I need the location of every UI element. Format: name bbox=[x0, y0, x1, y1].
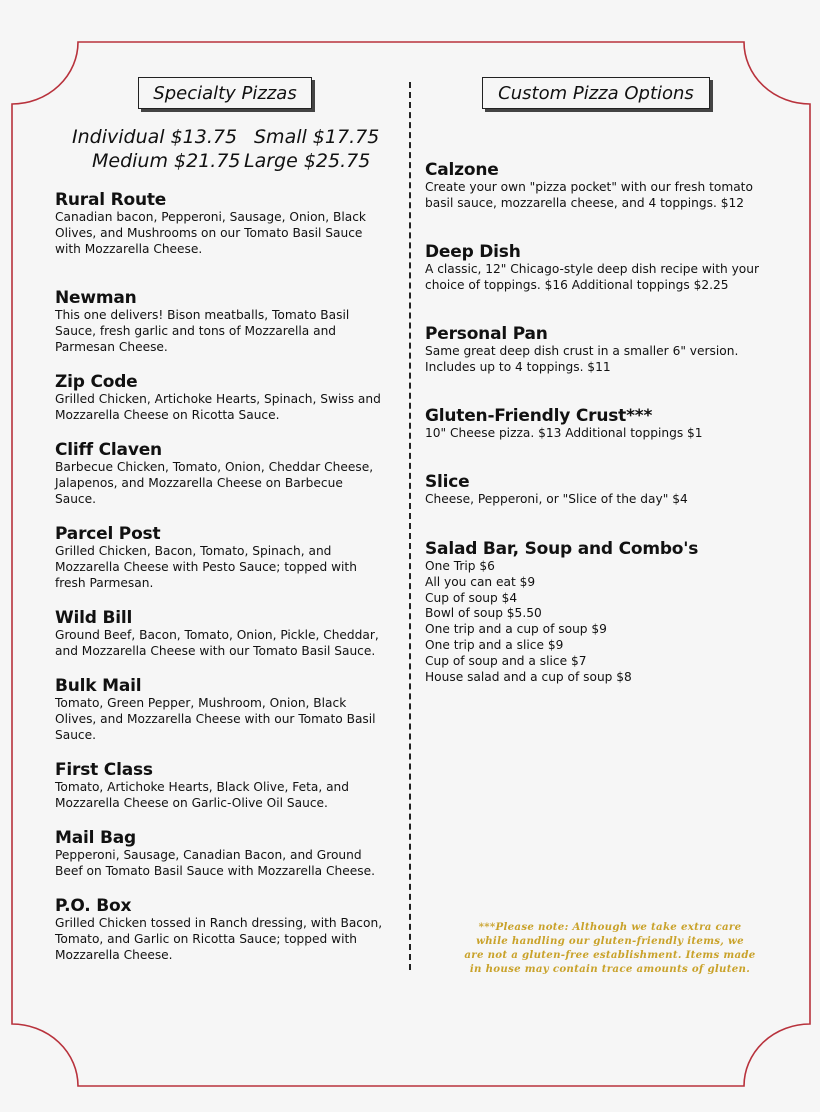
pizza-name: Cliff Claven bbox=[55, 440, 162, 460]
pizza-item-rural-route bbox=[55, 190, 400, 257]
option-name: Slice bbox=[425, 472, 470, 492]
pizza-name: Zip Code bbox=[55, 372, 138, 392]
combo-line: All you can eat $9 bbox=[425, 574, 536, 589]
pizza-item-po-box bbox=[55, 896, 400, 963]
pizza-description: Pepperoni, Sausage, Canadian Bacon, and Ground Beef on Tomato Basil Sauce with Mozzarella Cheese. bbox=[55, 848, 375, 878]
price-individual: Individual $13.75 bbox=[72, 126, 238, 148]
pizza-name: Newman bbox=[55, 288, 137, 308]
option-item-salad-soup-combo bbox=[425, 539, 800, 685]
pizza-description: Barbecue Chicken, Tomato, Onion, Cheddar Cheese, Jalapenos, and Mozzarella Cheese on Barbecue Sauce. bbox=[55, 460, 374, 506]
pizza-item-cliff-claven bbox=[55, 440, 400, 507]
combo-line: House salad and a cup of soup $8 bbox=[425, 669, 632, 684]
pizza-item-zip-code bbox=[55, 372, 400, 424]
option-description: A classic, 12" Chicago-style deep dish recipe with your choice of toppings. $16 Additional toppings $2.25 bbox=[425, 262, 759, 292]
option-item-personal-pan bbox=[425, 324, 800, 376]
pizza-description: Tomato, Artichoke Hearts, Black Olive, Feta, and Mozzarella Cheese on Garlic-Olive Oil Sauce. bbox=[55, 780, 349, 810]
option-description: Cheese, Pepperoni, or "Slice of the day" $4 bbox=[425, 492, 688, 506]
pizza-item-mail-bag bbox=[55, 828, 400, 880]
price-small: Small $17.75 bbox=[254, 126, 380, 148]
custom-pizza-options-heading: Custom Pizza Options bbox=[482, 77, 710, 109]
pizza-name: Rural Route bbox=[55, 190, 167, 210]
option-item-gluten-friendly-crust bbox=[425, 406, 800, 442]
pizza-name: First Class bbox=[55, 760, 153, 780]
pizza-description: This one delivers! Bison meatballs, Tomato Basil Sauce, fresh garlic and tons of Mozzarella and Parmesan Cheese. bbox=[55, 308, 350, 354]
pizza-item-bulk-mail bbox=[55, 676, 400, 743]
pizza-description: Grilled Chicken tossed in Ranch dressing, with Bacon, Tomato, and Garlic on Ricotta Sauce; topped with Mozzarella Cheese. bbox=[55, 916, 383, 962]
option-name: Calzone bbox=[425, 160, 499, 180]
pizza-name: Mail Bag bbox=[55, 828, 136, 848]
combo-line: One Trip $6 bbox=[425, 559, 495, 573]
option-name: Salad Bar, Soup and Combo's bbox=[425, 539, 699, 559]
pizza-item-parcel-post bbox=[55, 524, 400, 591]
pizza-name: Bulk Mail bbox=[55, 676, 142, 696]
gluten-note: ***Please note: Although we take extra care while handling our gluten-friendly items, we are not a gluten-free establishment. Items made in house may contain trace amounts of gluten. bbox=[464, 921, 756, 975]
combo-price-list bbox=[425, 559, 800, 685]
pizza-description: Grilled Chicken, Bacon, Tomato, Spinach, and Mozzarella Cheese with Pesto Sauce; topped with fresh Parmesan. bbox=[55, 544, 357, 590]
option-name: Personal Pan bbox=[425, 324, 548, 344]
pizza-description: Tomato, Green Pepper, Mushroom, Onion, Black Olives, and Mozzarella Cheese with our Tomato Basil Sauce. bbox=[55, 696, 376, 742]
pizza-description: Canadian bacon, Pepperoni, Sausage, Onion, Black Olives, and Mushrooms on our Tomato Basil Sauce with Mozzarella Cheese. bbox=[55, 210, 366, 256]
specialty-pizzas-heading: Specialty Pizzas bbox=[138, 77, 312, 109]
pizza-item-wild-bill bbox=[55, 608, 400, 660]
option-item-slice bbox=[425, 472, 800, 508]
pizza-name: P.O. Box bbox=[55, 896, 132, 916]
option-item-deep-dish bbox=[425, 242, 800, 294]
price-medium: Medium $21.75 bbox=[92, 150, 241, 172]
pizza-item-newman bbox=[55, 288, 400, 355]
pizza-item-first-class bbox=[55, 760, 400, 812]
option-item-calzone bbox=[425, 160, 800, 212]
pizza-name: Wild Bill bbox=[55, 608, 133, 628]
combo-line: One trip and a slice $9 bbox=[425, 637, 564, 652]
pizza-description: Grilled Chicken, Artichoke Hearts, Spinach, Swiss and Mozzarella Cheese on Ricotta Sauce. bbox=[55, 392, 381, 422]
option-name: Gluten-Friendly Crust*** bbox=[425, 406, 653, 426]
option-description: Same great deep dish crust in a smaller 6" version. Includes up to 4 toppings. $11 bbox=[425, 344, 739, 374]
combo-line: Bowl of soup $5.50 bbox=[425, 606, 542, 621]
option-description: 10" Cheese pizza. $13 Additional toppings $1 bbox=[425, 426, 703, 440]
combo-line: One trip and a cup of soup $9 bbox=[425, 622, 607, 637]
option-description: Create your own "pizza pocket" with our fresh tomato basil sauce, mozzarella cheese, and 4 toppings. $12 bbox=[425, 180, 753, 210]
combo-line: Cup of soup and a slice $7 bbox=[425, 653, 587, 668]
option-name: Deep Dish bbox=[425, 242, 521, 262]
column-divider bbox=[409, 82, 411, 970]
pizza-name: Parcel Post bbox=[55, 524, 161, 544]
combo-line: Cup of soup $4 bbox=[425, 590, 518, 605]
pizza-description: Ground Beef, Bacon, Tomato, Onion, Pickle, Cheddar, and Mozzarella Cheese with our Tomato Basil Sauce. bbox=[55, 628, 379, 658]
price-large: Large $25.75 bbox=[244, 150, 371, 172]
